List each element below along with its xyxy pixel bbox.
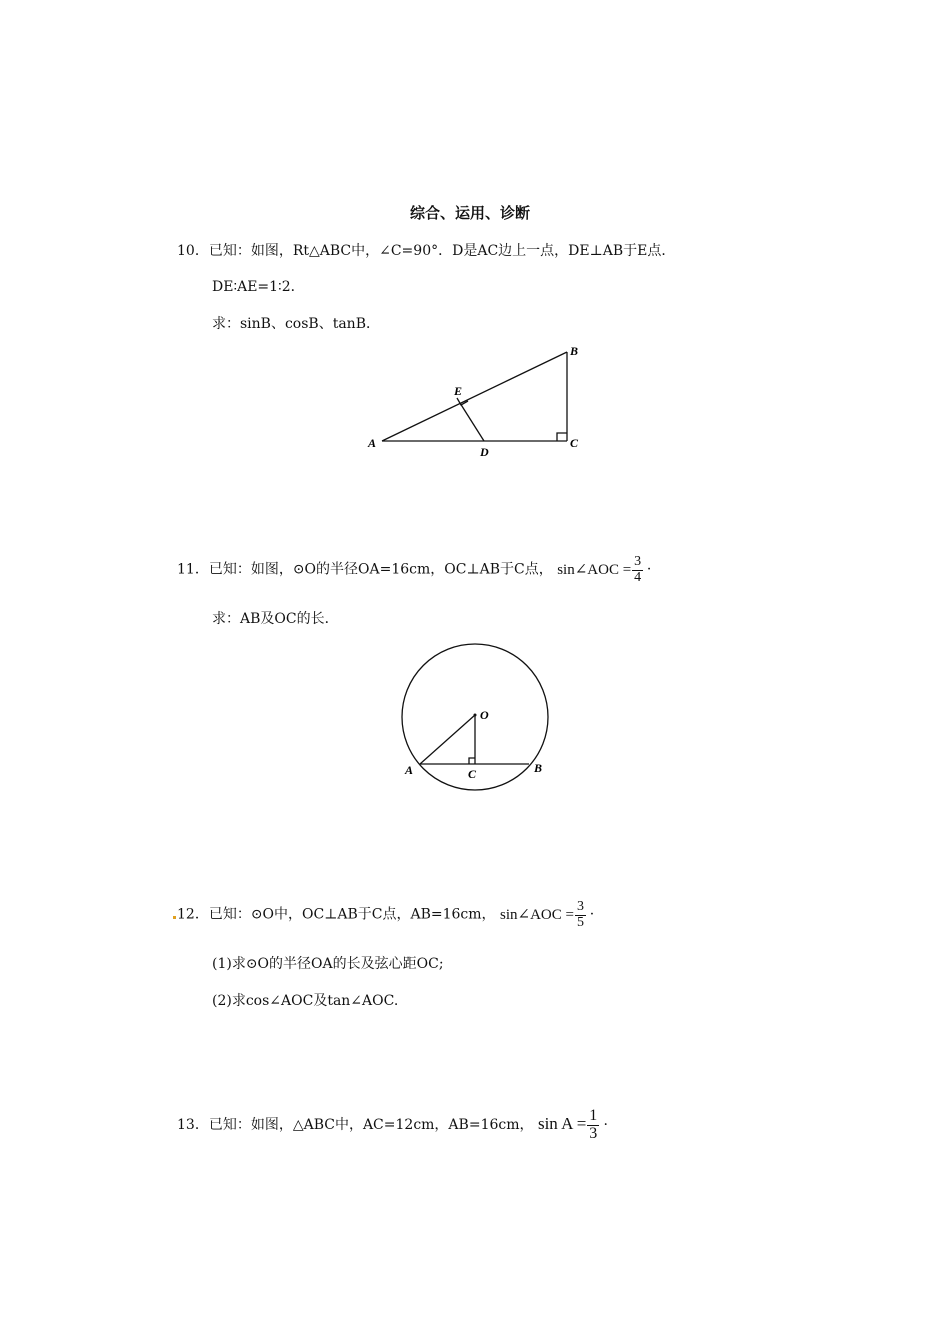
- label-e: E: [454, 384, 463, 398]
- q10-line2: DE∶AE=1∶2．: [212, 279, 305, 295]
- q12-line1: [173, 900, 594, 930]
- section-title: 综合、运用、诊断: [410, 204, 531, 222]
- q12-text: 12．已知：⊙O中，OC⊥AB于C点，AB=16cm，: [177, 906, 496, 923]
- label-a: A: [405, 763, 414, 777]
- q10-triangle-figure: [360, 340, 600, 465]
- label-b: B: [570, 344, 579, 358]
- q12-frac-den: 5: [576, 914, 584, 930]
- q11-frac-num: 3: [634, 554, 642, 569]
- q13-line1: [177, 1108, 608, 1143]
- label-c: C: [468, 767, 477, 781]
- q12-line3: (2)求cos∠AOC及tan∠AOC.: [212, 993, 399, 1009]
- label-b: B: [534, 761, 543, 775]
- q12-formula-prefix: sin∠AOC =: [500, 906, 574, 923]
- right-angle-c: [557, 433, 567, 441]
- q10-line1: 10．已知：如图，Rt△ABC中，∠C=90°．D是AC边上一点，DE⊥AB于E点．: [177, 243, 676, 259]
- label-d: D: [480, 445, 489, 459]
- q11-circle-figure: [390, 640, 560, 805]
- q11-tail: ·: [646, 561, 652, 578]
- q11-fraction: [632, 555, 643, 585]
- radius-oa: [420, 715, 475, 764]
- label-c: C: [570, 436, 579, 450]
- q13-tail: ·: [603, 1117, 608, 1134]
- right-angle-c: [469, 758, 475, 764]
- q11-line2: 求：AB及OC的长．: [212, 611, 339, 627]
- q12-formula: [500, 899, 590, 930]
- edit-marker: [173, 916, 176, 919]
- side-ab: [382, 352, 567, 441]
- label-a: A: [368, 436, 377, 450]
- q13-frac-den: 3: [589, 1124, 598, 1142]
- q12-fraction: [575, 900, 586, 930]
- q13-formula-prefix: sin A =: [537, 1114, 587, 1134]
- center-point: [474, 714, 477, 717]
- q11-line1: [177, 555, 651, 585]
- q11-formula-prefix: sin∠AOC =: [557, 561, 632, 578]
- q11-frac-den: 4: [634, 569, 642, 585]
- q13-text: 13．已知：如图，△ABC中，AC=12cm，AB=16cm，: [177, 1117, 534, 1134]
- segment-de: [460, 403, 484, 441]
- q11-text: 11．已知：如图，⊙O的半径OA=16cm，OC⊥AB于C点，: [177, 561, 553, 578]
- q13-formula: [537, 1107, 604, 1142]
- q13-fraction: [587, 1108, 599, 1143]
- label-o: O: [480, 708, 489, 722]
- q13-frac-num: 1: [589, 1107, 598, 1124]
- q11-formula: [557, 554, 647, 585]
- q12-line2: (1)求⊙O的半径OA的长及弦心距OC;: [212, 956, 444, 972]
- q10-line3: 求：sinB、cosB、tanB．: [212, 316, 380, 332]
- q12-frac-num: 3: [576, 899, 584, 914]
- q12-tail: ·: [589, 906, 595, 923]
